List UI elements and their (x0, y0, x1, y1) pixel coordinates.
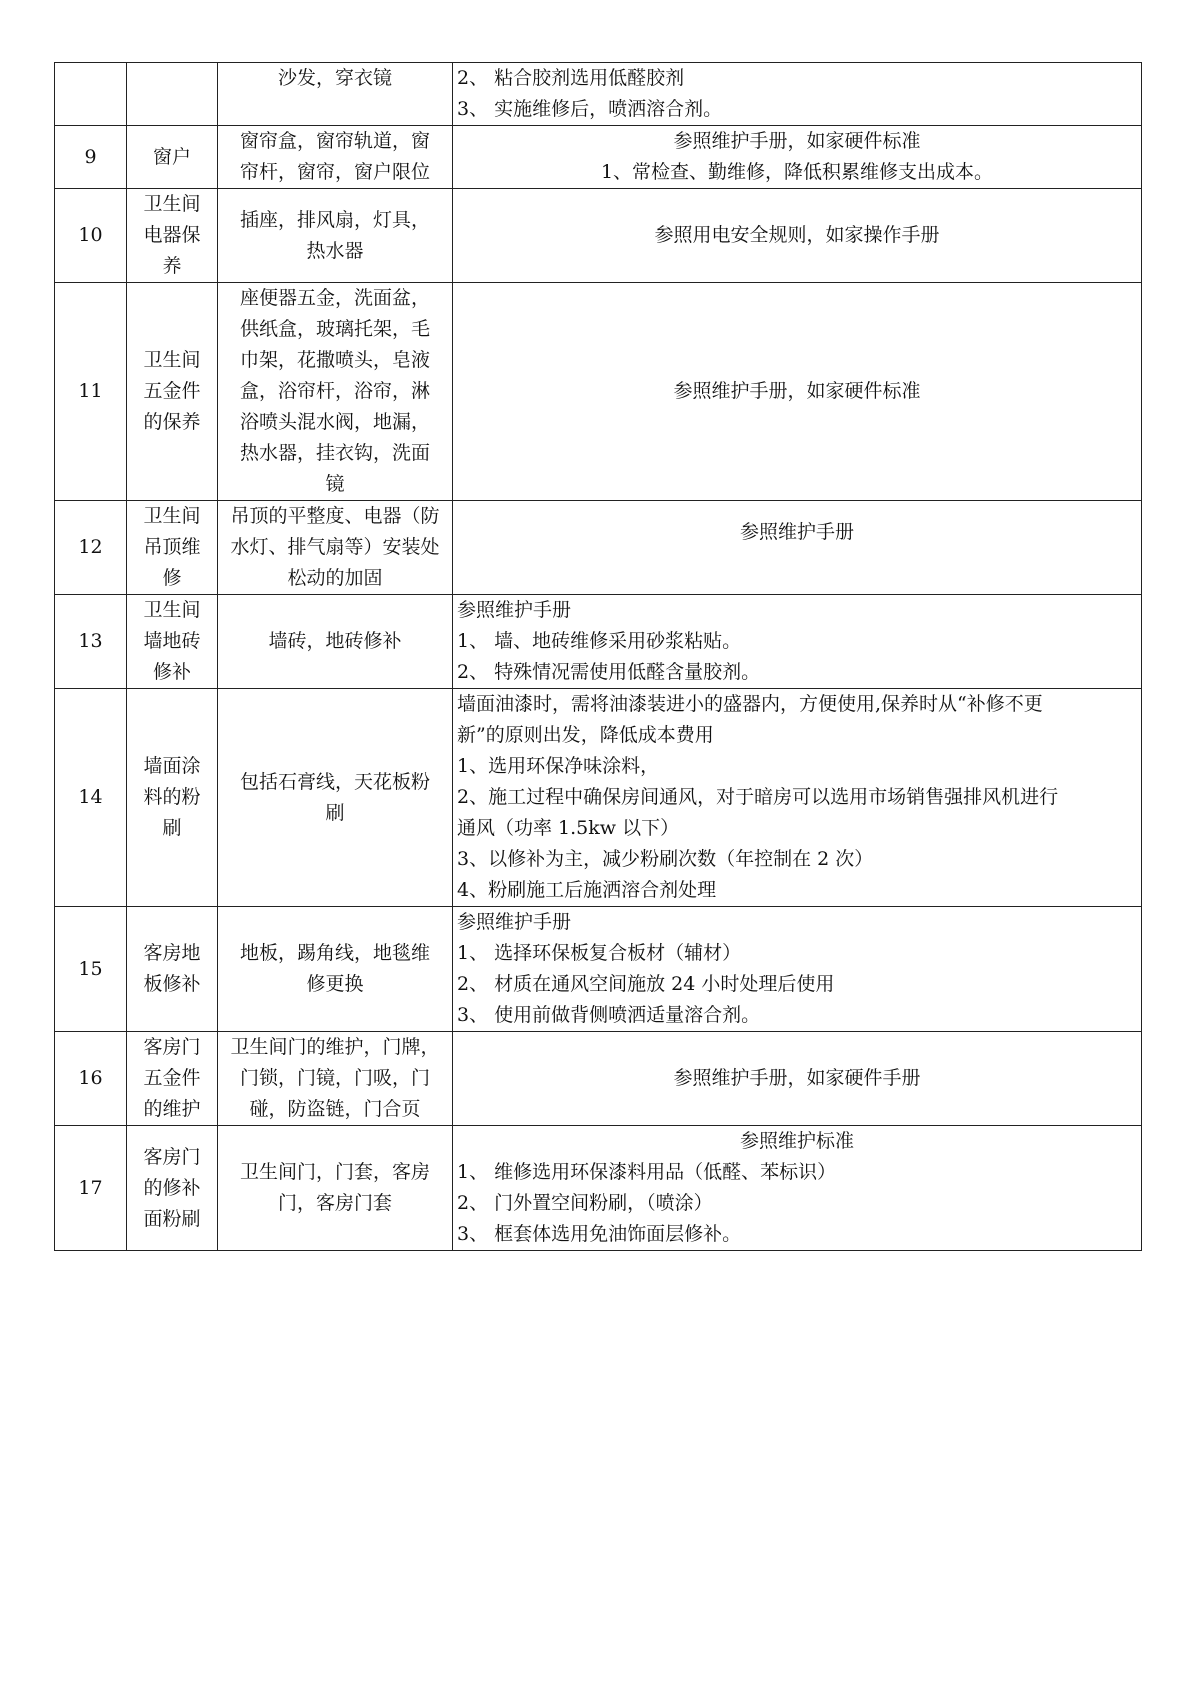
scope-cell (218, 595, 453, 689)
item-name-cell (127, 907, 218, 1032)
item-name-cell (127, 595, 218, 689)
scope-line: 修更换 (306, 973, 364, 995)
scope-line: 窗帘盒，窗帘轨道，窗 (239, 130, 430, 152)
item-name-line: 墙面涂 (143, 755, 201, 777)
item-name-cell (127, 126, 218, 189)
table-row (55, 189, 1142, 283)
scope-line: 水灯、排气扇等）安装处 (230, 536, 440, 558)
standard-line: 2、施工过程中确保房间通风，对于暗房可以选用市场销售强排风机进行 (457, 786, 1059, 808)
standard-cell (453, 501, 1142, 595)
standard-line: 1、常检查、勤维修，降低积累维修支出成本。 (600, 161, 994, 183)
standard-line: 3、 使用前做背侧喷洒适量溶合剂。 (457, 1004, 761, 1026)
standard-line: 2、 门外置空间粉刷，（喷涂） (457, 1192, 713, 1214)
scope-cell (218, 1126, 453, 1251)
item-name-line: 的保养 (143, 411, 201, 433)
scope-cell (218, 126, 453, 189)
scope-cell (218, 1032, 453, 1126)
table-row (55, 689, 1142, 907)
scope-line: 座便器五金，洗面盆， (239, 287, 430, 309)
standard-line: 参照维护手册 (457, 911, 572, 933)
item-name-line: 养 (162, 255, 182, 277)
standard-line: 4、粉刷施工后施洒溶合剂处理 (457, 879, 717, 901)
item-name-cell (127, 689, 218, 907)
standard-line: 参照维护手册，如家硬件标准 (673, 130, 921, 152)
scope-cell (218, 63, 453, 126)
standard-line: 参照维护手册 (457, 599, 572, 621)
scope-line: 镜 (325, 473, 345, 495)
scope-line: 供纸盒，玻璃托架，毛 (239, 318, 430, 340)
scope-line: 插座，排风扇，灯具， (239, 208, 430, 231)
item-name-cell (127, 501, 218, 595)
standard-line: 参照维护手册，如家硬件手册 (673, 1067, 921, 1089)
scope-line: 巾架，花撒喷头，皂液 (239, 349, 430, 371)
row-number-cell: 16 (55, 1032, 127, 1126)
item-name-line: 五金件 (143, 1067, 201, 1089)
standard-line: 1、 墙、地砖维修采用砂浆粘贴。 (457, 630, 742, 652)
standard-line: 1、 维修选用环保漆料用品（低醛、苯标识） (457, 1161, 837, 1183)
scope-cell (218, 501, 453, 595)
item-name-line: 客房地 (143, 942, 201, 964)
standard-line: 2、 材质在通风空间施放 24 小时处理后使用 (457, 973, 835, 995)
standard-line: 2、 粘合胶剂选用低醛胶剂 (457, 67, 685, 89)
standard-line: 参照维护手册，如家硬件标准 (673, 380, 921, 402)
scope-cell (218, 283, 453, 501)
standard-line: 参照维护标准 (739, 1130, 854, 1152)
item-name-line: 客房门 (143, 1145, 201, 1168)
item-name-line: 板修补 (143, 973, 201, 995)
row-number-cell (55, 63, 127, 126)
item-name-cell (127, 283, 218, 501)
scope-cell (218, 189, 453, 283)
item-name-cell (127, 189, 218, 283)
standard-line: 3、 框套体选用免油饰面层修补。 (457, 1223, 742, 1245)
standard-cell (453, 1032, 1142, 1126)
standard-line: 3、以修补为主，减少粉刷次数（年控制在 2 次） (457, 848, 874, 870)
table-row (55, 1032, 1142, 1126)
scope-line: 热水器，挂衣钩，洗面 (239, 442, 430, 464)
scope-line: 地板，踢角线，地毯维 (239, 942, 430, 964)
standard-line (457, 548, 1137, 579)
row-number-cell: 11 (55, 283, 127, 501)
standard-cell (453, 907, 1142, 1032)
table-row (55, 595, 1142, 689)
scope-line: 浴喷头混水阀，地漏， (239, 411, 430, 433)
scope-line: 墙砖，地砖修补 (268, 630, 402, 652)
scope-cell (218, 689, 453, 907)
item-name-line: 客房门 (143, 1036, 201, 1058)
standard-line: 1、 选择环保板复合板材（辅材） (457, 942, 742, 964)
table-row (55, 907, 1142, 1032)
item-name-cell (127, 1032, 218, 1126)
scope-line: 盒，浴帘杆，浴帘，淋 (239, 380, 430, 402)
table-row (55, 283, 1142, 501)
table-row (55, 126, 1142, 189)
item-name-line: 修补 (152, 661, 191, 683)
table-row-continued (55, 63, 1142, 126)
standard-line: 参照用电安全规则，如家操作手册 (654, 224, 940, 246)
standard-cell (453, 595, 1142, 689)
standard-line: 参照维护手册 (739, 520, 854, 543)
row-number-cell: 9 (55, 126, 127, 189)
item-name-line: 五金件 (143, 380, 201, 402)
row-number-cell: 14 (55, 689, 127, 907)
item-name-line: 的维护 (143, 1098, 201, 1120)
standard-line: 1、选用环保净味涂料， (457, 755, 660, 777)
maintenance-table (54, 62, 1142, 1251)
row-number-cell: 17 (55, 1126, 127, 1251)
item-name-line: 窗户 (152, 145, 191, 168)
scope-line: 吊顶的平整度、电器（防 (230, 505, 440, 527)
scope-line: 沙发，穿衣镜 (277, 67, 392, 89)
item-name-line: 卫生间 (143, 599, 201, 621)
scope-line: 碰，防盗链，门合页 (249, 1098, 421, 1120)
item-name-line: 电器保 (143, 224, 201, 246)
item-name-line: 卫生间 (143, 349, 201, 371)
item-name-line: 的修补 (143, 1176, 201, 1199)
item-name-line: 吊顶维 (143, 536, 201, 558)
scope-cell (218, 907, 453, 1032)
standard-line: 新”的原则出发，降低成本费用 (457, 724, 714, 746)
standard-cell (453, 126, 1142, 189)
standard-cell (453, 63, 1142, 126)
item-name-line: 面粉刷 (143, 1207, 201, 1230)
standard-line: 通风（功率 1.5kw 以下） (457, 817, 680, 839)
standard-cell (453, 189, 1142, 283)
row-number-cell: 13 (55, 595, 127, 689)
item-name-line: 墙地砖 (143, 630, 201, 652)
item-name-cell (127, 1126, 218, 1251)
item-name-line: 卫生间 (143, 505, 201, 527)
scope-line: 卫生间门的维护，门牌， (230, 1036, 440, 1058)
scope-line: 松动的加固 (287, 567, 383, 589)
table-row (55, 1126, 1142, 1251)
row-number-cell: 15 (55, 907, 127, 1032)
scope-line: 门锁，门镜，门吸，门 (239, 1067, 430, 1089)
scope-line: 热水器 (306, 239, 364, 262)
scope-line-spacer (222, 94, 448, 125)
standard-cell (453, 1126, 1142, 1251)
standard-cell (453, 689, 1142, 907)
scope-line: 卫生间门，门套，客房 (239, 1161, 430, 1183)
table-row (55, 501, 1142, 595)
row-number-cell: 12 (55, 501, 127, 595)
row-number-cell: 10 (55, 189, 127, 283)
scope-line: 包括石膏线，天花板粉 (239, 770, 430, 793)
scope-line: 刷 (325, 801, 345, 824)
scope-line: 帘杆，窗帘，窗户限位 (239, 161, 430, 183)
standard-line: 3、 实施维修后，喷洒溶合剂。 (457, 98, 723, 120)
item-name-line: 修 (162, 567, 182, 589)
standard-line: 2、 特殊情况需使用低醛含量胶剂。 (457, 661, 761, 683)
standard-cell (453, 283, 1142, 501)
item-name-line: 刷 (162, 817, 182, 839)
standard-line: 墙面油漆时，需将油漆装进小的盛器内，方便使用,保养时从“补修不更 (457, 693, 1043, 715)
item-name-line: 料的粉 (143, 786, 201, 808)
item-name-line: 卫生间 (143, 193, 201, 215)
scope-line: 门，客房门套 (277, 1192, 392, 1214)
item-name-cell (127, 63, 218, 126)
